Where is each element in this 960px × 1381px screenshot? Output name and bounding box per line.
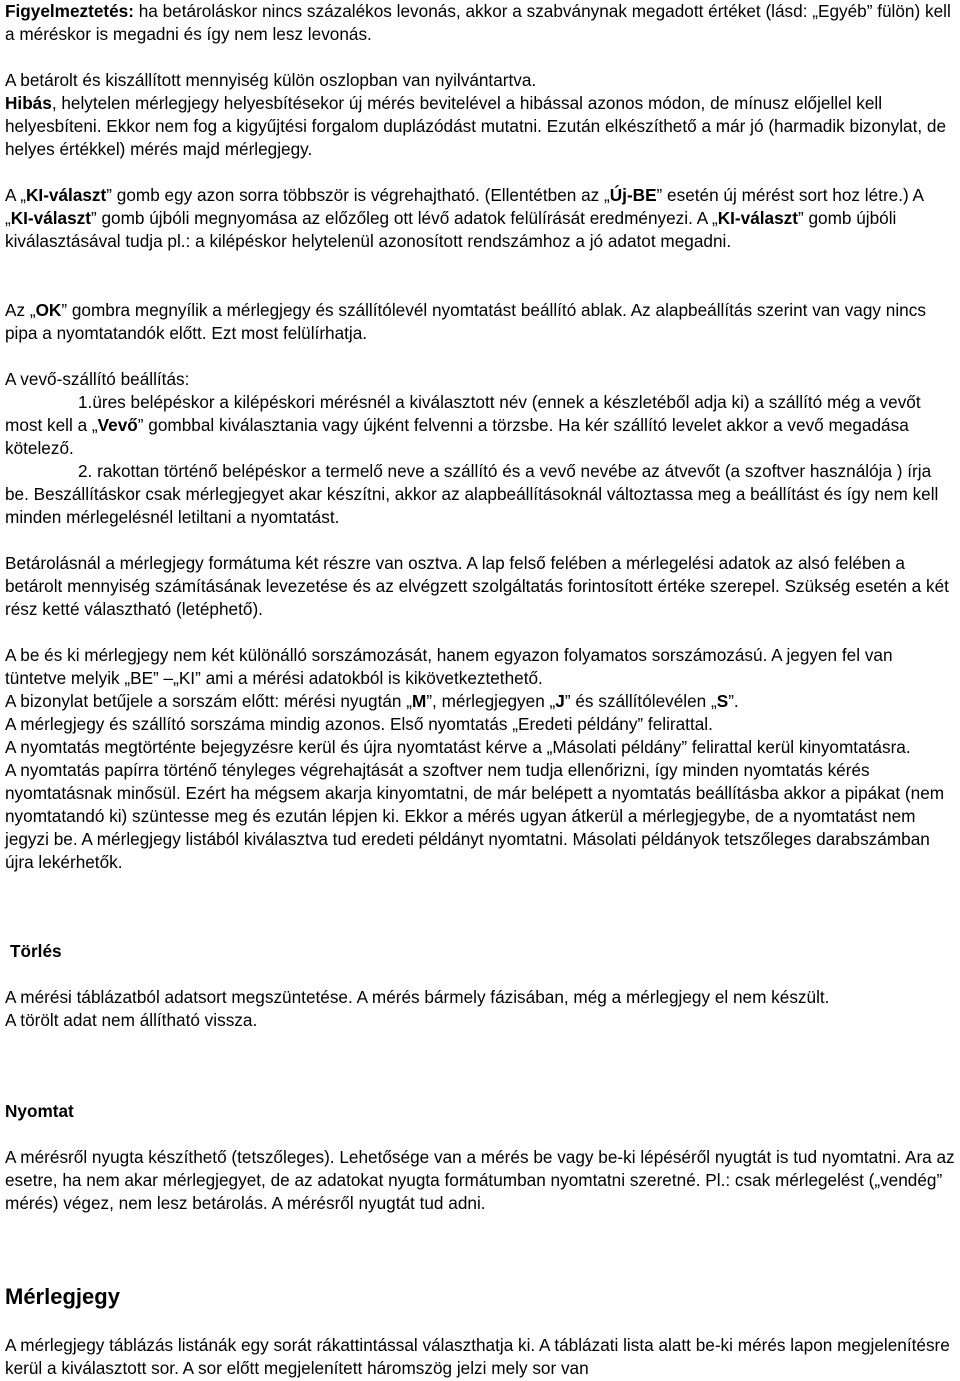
nyomtat-paragraph (5, 1146, 955, 1215)
letter-s: S (716, 691, 729, 711)
printing-check-text: A nyomtatás papírra történő tényleges végrehajtását a szoftver nem tudja ellenőrizni, így minden nyomtatás kérés nyomtatásnak minősül. Ezért ha mégsem akarja kinyomtatni, de már belépett a nyomtatás beállításba akkor a pipákat (nem nyomtatandó ki) szüntesse meg és ezután lépjen ki. Ekkor a mérés ugyan átkerül a mérlegjegybe, de a nyomtatást nem jegyzi be. A mérlegjegy listából kiválasztva tud eredeti példányt nyomtatni. Másolati példányok tetszőleges darabszámban újra lekérhetők. (5, 760, 945, 872)
vevo-term: Vevő (97, 415, 138, 435)
buyer-supplier-section (5, 368, 955, 529)
list-item-1-text: ” gombbal kiválasztania vagy újként felvenni a törzsbe. Ha kér szállító levelet akkor a vevő megadása kötelező. (5, 415, 909, 458)
ki-valaszt-term: KI-választ (10, 208, 91, 228)
correction-paragraph (5, 69, 955, 161)
ticket-format-text: Betárolásnál a mérlegjegy formátuma két részre van osztva. A lap felső felében a mérlegelési adatok az alsó felében a betárolt mennyiség számításának levezetése és az elvégzett szolgáltatás forintosított értéke szerepel. Szükség esetén a két rész ketté választható (letéphető). (5, 553, 949, 619)
stock-columns-text: A betárolt és kiszállított mennyiség külön oszlopban van nyilvántartva. (5, 70, 537, 90)
list-item-2-text: 2. rakottan történő belépéskor a termelő neve a szállító és a vevő nevébe az átvevőt (a szoftver használója ) írja be. Beszállításkor csak mérlegjegyet akar készítni, akkor az alapbeállításoknál változtassa meg a beállítást és így nem kell minden mérlegelésnél letiltani a nyomtatást. (5, 461, 939, 527)
correction-text: , helytelen mérlegjegy helyesbítésekor új mérés bevitelével a hibással azonos módon, de mínusz előjellel kell helyesbíteni. Ekkor nem fog a kigyűjtési forgalom duplázódást mutatni. Ezután elkészíthető a már jó (harmadik bizonylat, de helyes értékkel) mérés majd mérlegjegy. (5, 93, 947, 159)
letter-j: J (555, 691, 565, 711)
ki-valaszt-term: KI-választ (717, 208, 798, 228)
uj-be-term: Új-BE (609, 185, 657, 205)
text-run: Az „ (5, 300, 36, 320)
text-run: ” gomb egy azon sorra többször is végrehajtható. (Ellentétben az „ (106, 185, 610, 205)
torles-note: A törölt adat nem állítható vissza. (5, 1010, 258, 1030)
text-run: ” gomb újbóli megnyomása az előzőleg ott lévő adatok felülírását eredményezi. A „ (90, 208, 718, 228)
text-run: ” gomb újbóli kiválasztásával tudja pl.: a kilépéskor helytelenül azonosított rendszámhoz a jó adatot megadni. (5, 208, 897, 251)
torles-heading (10, 940, 960, 963)
ok-button-paragraph (5, 299, 955, 345)
merlegjegy-text: A mérlegjegy táblázás listánák egy sorát rákattintással választhatja ki. A táblázati lista alatt be-ki mérés lapon megjelenítésre kerül a kiválasztott sor. A sor előtt megjelenített háromszög jelzi mely sor van (5, 1335, 950, 1378)
numbering-text: A be és ki mérlegjegy nem két különálló sorszámozását, hanem egyazon folyamatos sorszámozású. A jegyen fel van tüntetve melyik „BE” –„KI” ami a mérési adatokból is kikövetkeztethető. (5, 645, 893, 688)
text-run: ” esetén új mérést sort hoz létre.) A „ (5, 185, 924, 228)
duplicate-copy-text: A nyomtatás megtörténte bejegyzésre kerül és újra nyomtatást kérve a „Másolati példány” felirattal kerül kinyomtatásra. (5, 737, 911, 757)
torles-title: Törlés (10, 941, 62, 961)
torles-text: A mérési táblázatból adatsort megszüntetése. A mérés bármely fázisában, még a mérlegjegy el nem készült. (5, 987, 830, 1007)
buyer-supplier-heading: A vevő-szállító beállítás: (5, 369, 190, 389)
text-run: ”, mérlegjegyen „ (426, 691, 556, 711)
faulty-label: Hibás (5, 93, 52, 113)
warning-label: Figyelmeztetés: (5, 1, 134, 21)
ki-valaszt-paragraph (5, 184, 955, 253)
letter-m: M (411, 691, 427, 711)
text-run: ”. (728, 691, 739, 711)
merlegjegy-heading (5, 1283, 955, 1311)
torles-paragraph (5, 986, 955, 1032)
merlegjegy-title: Mérlegjegy (5, 1284, 120, 1309)
nyomtat-heading (5, 1100, 955, 1123)
numbering-paragraph (5, 644, 955, 874)
ticket-format-paragraph (5, 552, 955, 621)
text-run: ” gombra megnyílik a mérlegjegy és szállítólevél nyomtatást beállító ablak. Az alapbeállítás szerint van vagy nincs pipa a nyomtatandók előtt. Ezt most felülírhatja. (5, 300, 926, 343)
ki-valaszt-term: KI-választ (26, 185, 107, 205)
text-run: A bizonylat betűjele a sorszám előtt: mérési nyugtán „ (5, 691, 412, 711)
nyomtat-text: A mérésről nyugta készíthető (tetszőleges). Lehetősége van a mérés be vagy be-ki lépéséről nyugtát is tud nyomtatni. Ara az esetre, ha nem akar mérlegjegyet, de az adatokat nyugta formátumban nyomtatni szeretné. Pl.: csak mérlegelést („vendég” mérés) végez, nem lesz betárolás. A mérésről nyugtát tud adni. (5, 1147, 955, 1213)
list-item-1-text: 1.üres belépéskor a kilépéskori mérésnél a kiválasztott név (ennek a készletéből adja ki) a szállító még a vevőt most kell a „ (5, 392, 921, 435)
original-copy-text: A mérlegjegy és szállító sorszáma mindig azonos. Első nyomtatás „Eredeti példány” felirattal. (5, 714, 713, 734)
ok-term: OK (35, 300, 62, 320)
warning-text: ha betároláskor nincs százalékos levonás, akkor a szabványnak megadott értéket (lásd: „Egyéb” fülön) kell a méréskor is megadni és így nem lesz levonás. (5, 1, 951, 44)
merlegjegy-paragraph (5, 1334, 955, 1380)
warning-paragraph (5, 0, 955, 46)
text-run: A „ (5, 185, 27, 205)
nyomtat-title: Nyomtat (5, 1101, 74, 1121)
text-run: ” és szállítólevélen „ (564, 691, 717, 711)
